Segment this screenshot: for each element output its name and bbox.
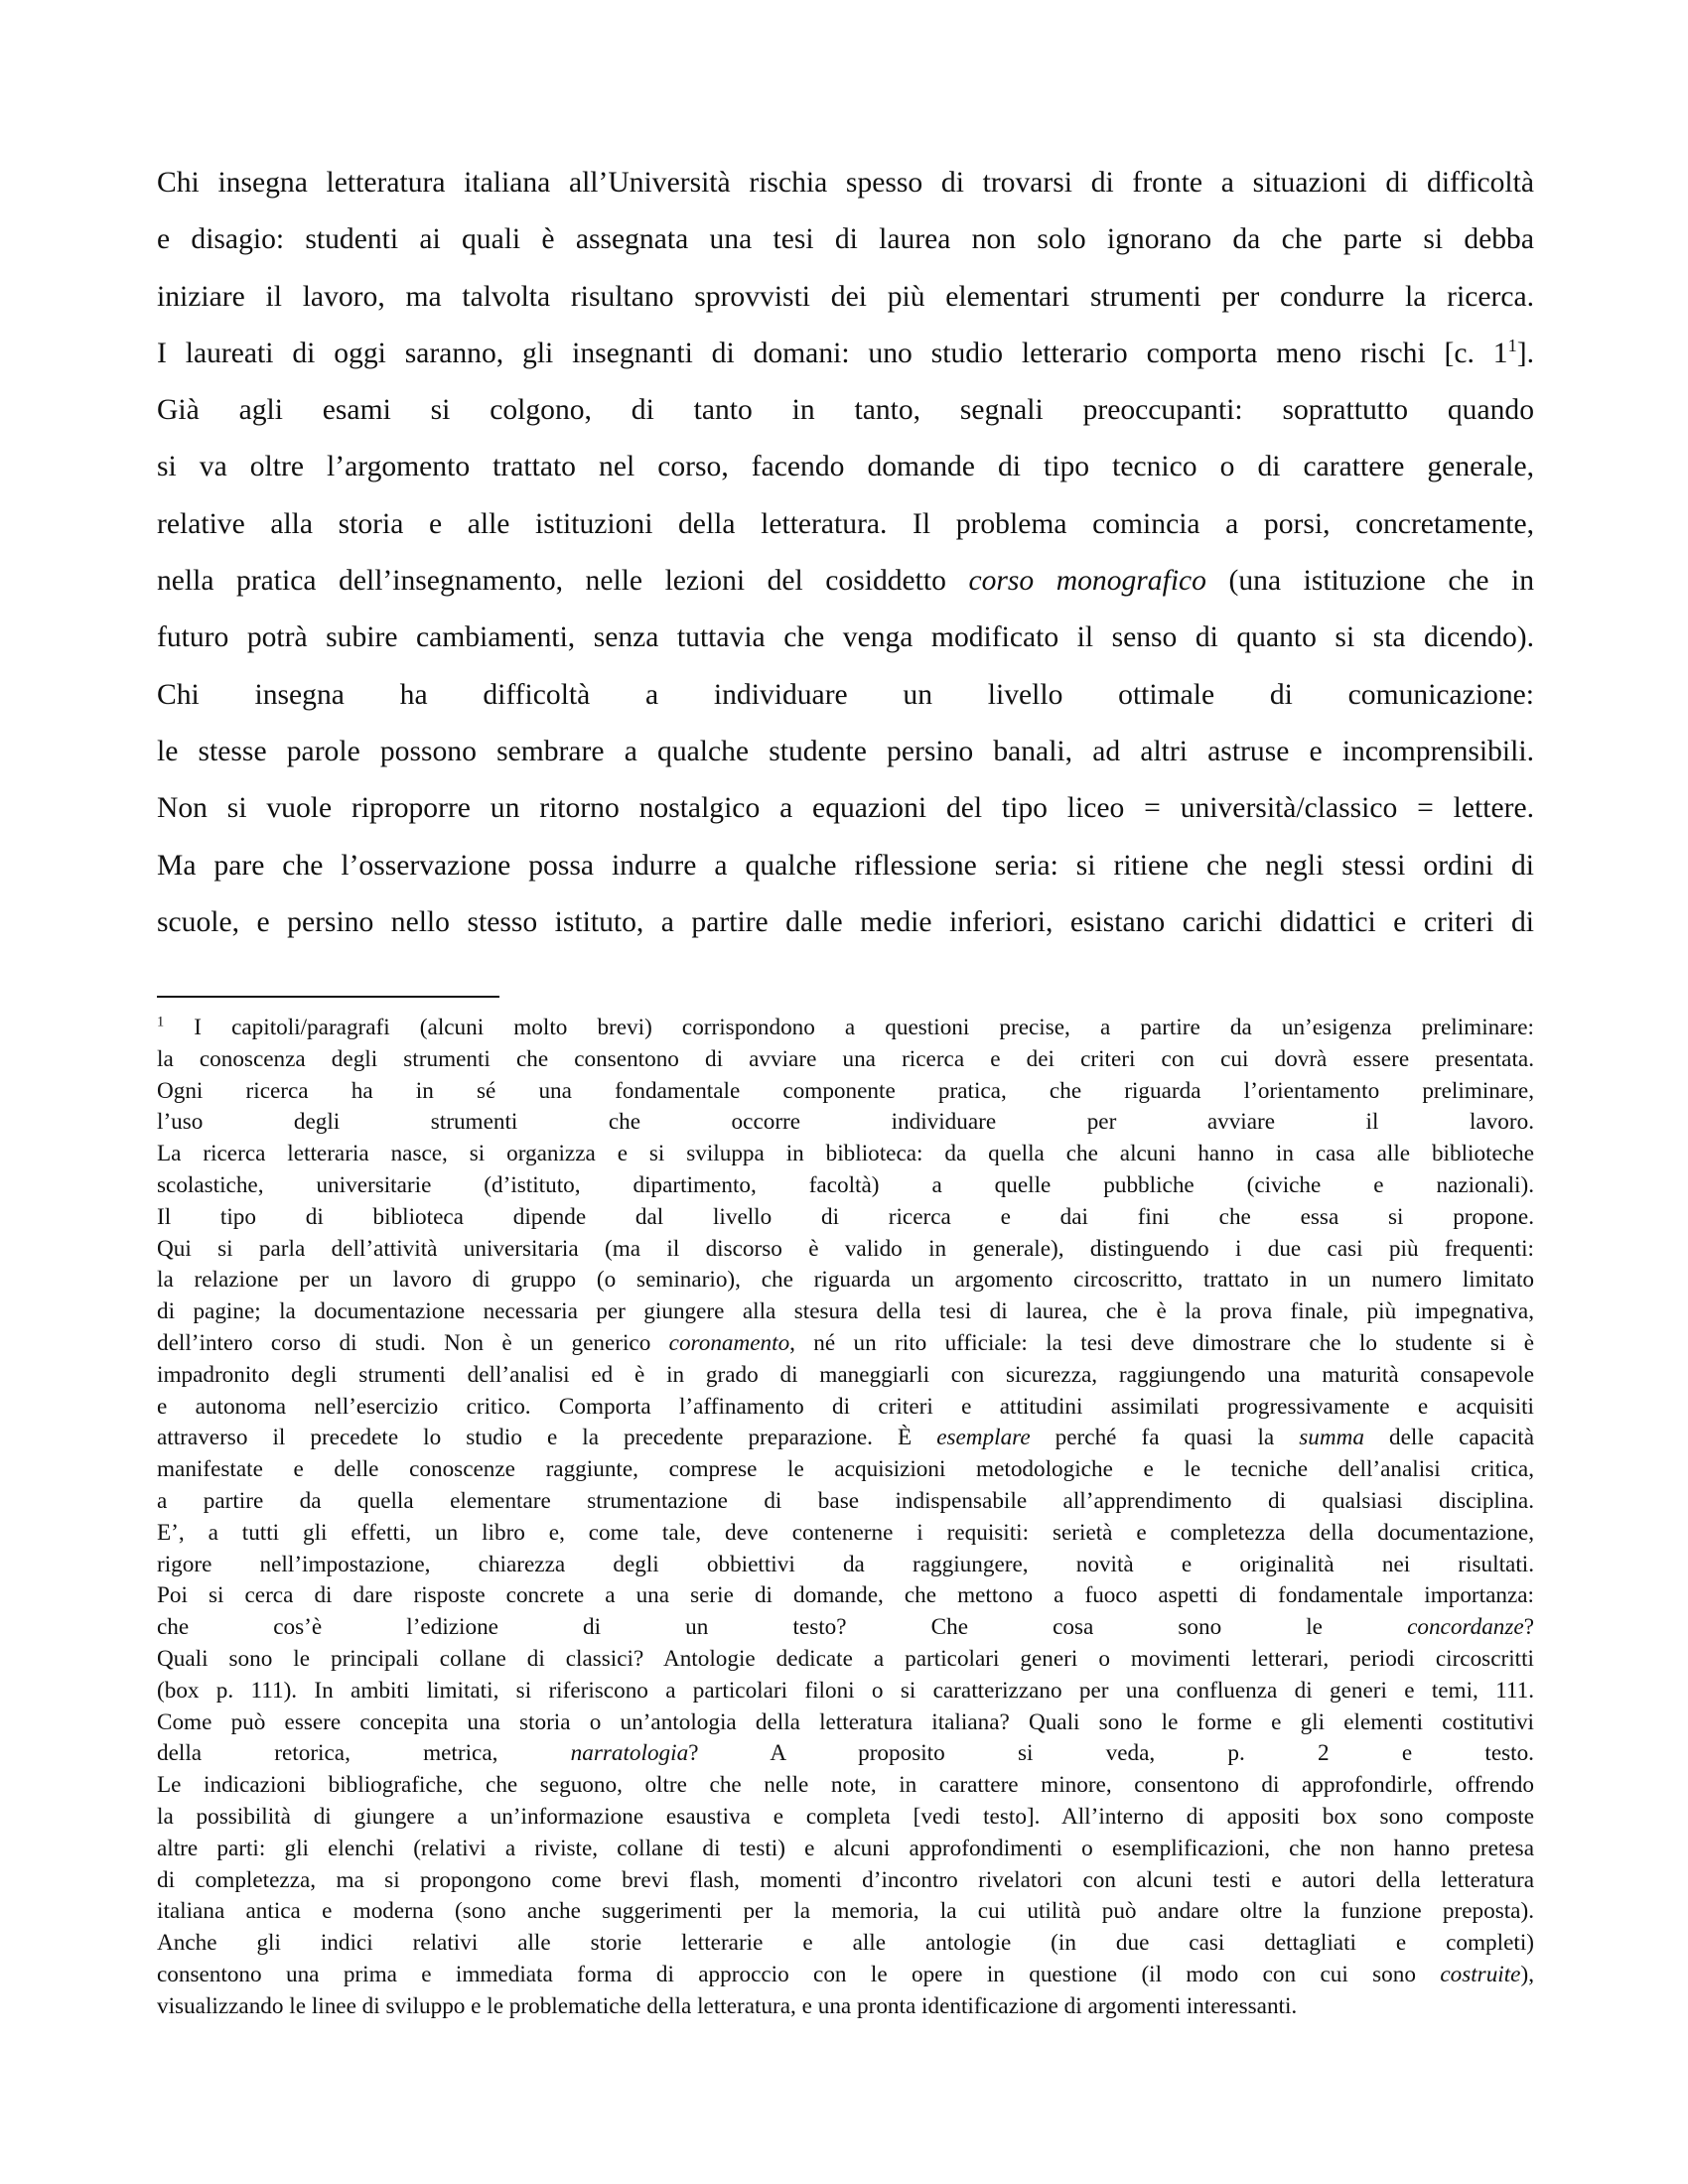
- footnote-number: 1: [157, 1014, 165, 1030]
- footnote-line: La ricerca letteraria nasce, si organizza e si sviluppa in biblioteca: da quella che alcuni hanno in casa alle biblioteche: [157, 1141, 1534, 1167]
- italic-term: summa: [1299, 1425, 1364, 1451]
- footnote-line: $^1$ I capitoli/paragrafi (alcuni molto brevi) corrispondono a questioni precise, a partire da un’esigenza preliminare:: [157, 1014, 1534, 1040]
- footnote-reference[interactable]: 1: [1507, 336, 1517, 356]
- body-paragraph: [157, 155, 1534, 951]
- footnote-line: di pagine; la documentazione necessaria per giungere alla stesura della tesi di laurea, che è la prova finale, più impegnativa,: [157, 1298, 1534, 1325]
- italic-term: narratologia: [570, 1740, 689, 1767]
- footnote-line: Quali sono le principali collane di classici? Antologie dedicate a particolari generi o movimenti letterari, periodi circoscritti: [157, 1645, 1534, 1672]
- body-line: Chi insegna ha difficoltà a individuare un livello ottimale di comunicazione:: [157, 678, 1534, 711]
- body-line: le stesse parole possono sembrare a qualche studente persino banali, ad altri astruse e incomprensibili.: [157, 735, 1534, 767]
- italic-term: costruite: [1440, 1961, 1521, 1987]
- footnote-line: E’, a tutti gli effetti, un libro e, come tale, deve contenerne i requisiti: serietà e completezza della documentazione,: [157, 1519, 1534, 1546]
- footnote-line: Come può essere concepita una storia o un’antologia della letteratura italiana? Quali sono le forme e gli elementi costitutivi: [157, 1708, 1534, 1735]
- italic-term: corso monografico: [968, 565, 1206, 598]
- italic-term: coronamento: [668, 1329, 790, 1356]
- footnote-line: attraverso il precedete lo studio e la precedente preparazione. È esemplare perché fa quasi la summa delle capacità: [157, 1425, 1535, 1451]
- footnote-line: impadronito degli strumenti dell’analisi ed è in grado di maneggiarli con sicurezza, raggiungendo una maturità consapevole: [157, 1361, 1534, 1388]
- footnote-line: (box p. 111). In ambiti limitati, si riferiscono a particolari filoni o si caratterizzano per una confluenza di generi e temi, 111.: [157, 1677, 1534, 1704]
- body-line: e disagio: studenti ai quali è assegnata una tesi di laurea non solo ignorano da che parte si debba: [157, 223, 1534, 256]
- footnote-line: della retorica, metrica, narratologia? A proposito si veda, p. 2 e testo.: [157, 1740, 1534, 1767]
- body-line: Ma pare che l’osservazione possa indurre a qualche riflessione seria: si ritiene che negli stessi ordini di: [157, 849, 1534, 882]
- footnote-line: la possibilità di giungere a un’informazione esaustiva e completa [vedi testo]. All’interno di appositi box sono composte: [157, 1803, 1534, 1830]
- italic-term: concordanze: [1407, 1614, 1524, 1641]
- footnote-line: rigore nell’impostazione, chiarezza degli obbiettivi da raggiungere, novità e originalità nei risultati.: [157, 1551, 1534, 1577]
- footnote-separator: [157, 996, 499, 998]
- footnote-line: scolastiche, universitarie (d’istituto, dipartimento, facoltà) a quelle pubbliche (civiche e nazionali).: [157, 1171, 1534, 1198]
- body-line: si va oltre l’argomento trattato nel corso, facendo domande di tipo tecnico o di carattere generale,: [157, 451, 1534, 483]
- italic-term: esemplare: [936, 1425, 1031, 1451]
- body-line: relative alla storia e alle istituzioni della letteratura. Il problema comincia a porsi, concretamente,: [157, 507, 1534, 540]
- footnote-line: la conoscenza degli strumenti che consentono di avviare una ricerca e dei criteri con cui dovrà essere presentata.: [157, 1045, 1534, 1072]
- footnote-line: italiana antica e moderna (sono anche suggerimenti per la memoria, la cui utilità può andare oltre la funzione preposta).: [157, 1898, 1534, 1925]
- body-line: Chi insegna letteratura italiana all’Università rischia spesso di trovarsi di fronte a situazioni di difficoltà: [157, 167, 1534, 199]
- footnote-line: a partire da quella elementare strumentazione di base indispensabile all’apprendimento di qualsiasi disciplina.: [157, 1487, 1534, 1514]
- body-line: I laureati di oggi saranno, gli insegnanti di domani: uno studio letterario comporta meno rischi [c. $1^1$].: [157, 336, 1534, 369]
- footnote-line: Ogni ricerca ha in sé una fondamentale componente pratica, che riguarda l’orientamento preliminare,: [157, 1077, 1534, 1104]
- body-line: Non si vuole riproporre un ritorno nostalgico a equazioni del tipo liceo = università/classico = lettere.: [157, 792, 1534, 825]
- footnote-line: visualizzando le linee di sviluppo e le problematiche della letteratura, e una pronta identificazione di argomenti interessanti.: [157, 1992, 1298, 2019]
- footnote-line: Qui si parla dell’attività universitaria (ma il discorso è valido in generale), distinguendo i due casi più frequenti:: [157, 1235, 1534, 1262]
- footnote-line: l’uso degli strumenti che occorre individuare per avviare il lavoro.: [157, 1109, 1534, 1136]
- footnote-line: consentono una prima e immediata forma di approccio con le opere in questione (il modo con cui sono costruite),: [157, 1961, 1534, 1987]
- footnote-line: la relazione per un lavoro di gruppo (o seminario), che riguarda un argomento circoscritto, trattato in un numero limitato: [157, 1267, 1534, 1294]
- footnote-line: e autonoma nell’esercizio critico. Comporta l’affinamento di criteri e attitudini assimilati progressivamente e acquisiti: [157, 1393, 1534, 1420]
- footnote: [157, 1013, 1534, 2023]
- footnote-line: di completezza, ma si propongono come brevi flash, momenti d’incontro rivelatori con alcuni testi e autori della letteratura: [157, 1866, 1534, 1893]
- body-line: nella pratica dell’insegnamento, nelle lezioni del cosiddetto corso monografico (una istituzione che in: [157, 565, 1534, 598]
- body-line: scuole, e persino nello stesso istituto, a partire dalle medie inferiori, esistano carichi didattici e criteri di: [157, 905, 1534, 938]
- footnote-line: Anche gli indici relativi alle storie letterarie e alle antologie (in due casi dettagliati e completi): [157, 1930, 1534, 1957]
- footnote-line: altre parti: gli elenchi (relativi a riviste, collane di testi) e alcuni approfondimenti o esemplificazioni, che non hanno pretesa: [157, 1835, 1534, 1861]
- footnote-line: che cos’è l’edizione di un testo? Che cosa sono le concordanze?: [157, 1614, 1534, 1641]
- footnote-line: dell’intero corso di studi. Non è un generico coronamento, né un rito ufficiale: la tesi deve dimostrare che lo studente si è: [157, 1329, 1534, 1356]
- body-line: Già agli esami si colgono, di tanto in tanto, segnali preoccupanti: soprattutto quando: [157, 394, 1534, 427]
- body-line: iniziare il lavoro, ma talvolta risultano sprovvisti dei più elementari strumenti per condurre la ricerca.: [157, 280, 1534, 313]
- footnote-line: Il tipo di biblioteca dipende dal livello di ricerca e dai fini che essa si propone.: [157, 1203, 1534, 1230]
- body-line: futuro potrà subire cambiamenti, senza tuttavia che venga modificato il senso di quanto si sta dicendo).: [157, 621, 1534, 654]
- footnote-line: Le indicazioni bibliografiche, che seguono, oltre che nelle note, in carattere minore, consentono di approfondirle, offrendo: [157, 1772, 1534, 1799]
- footnote-line: manifestate e delle conoscenze raggiunte, comprese le acquisizioni metodologiche e le tecniche dell’analisi critica,: [157, 1456, 1534, 1483]
- footnote-line: Poi si cerca di dare risposte concrete a una serie di domande, che mettono a fuoco aspetti di fondamentale importanza:: [157, 1582, 1534, 1609]
